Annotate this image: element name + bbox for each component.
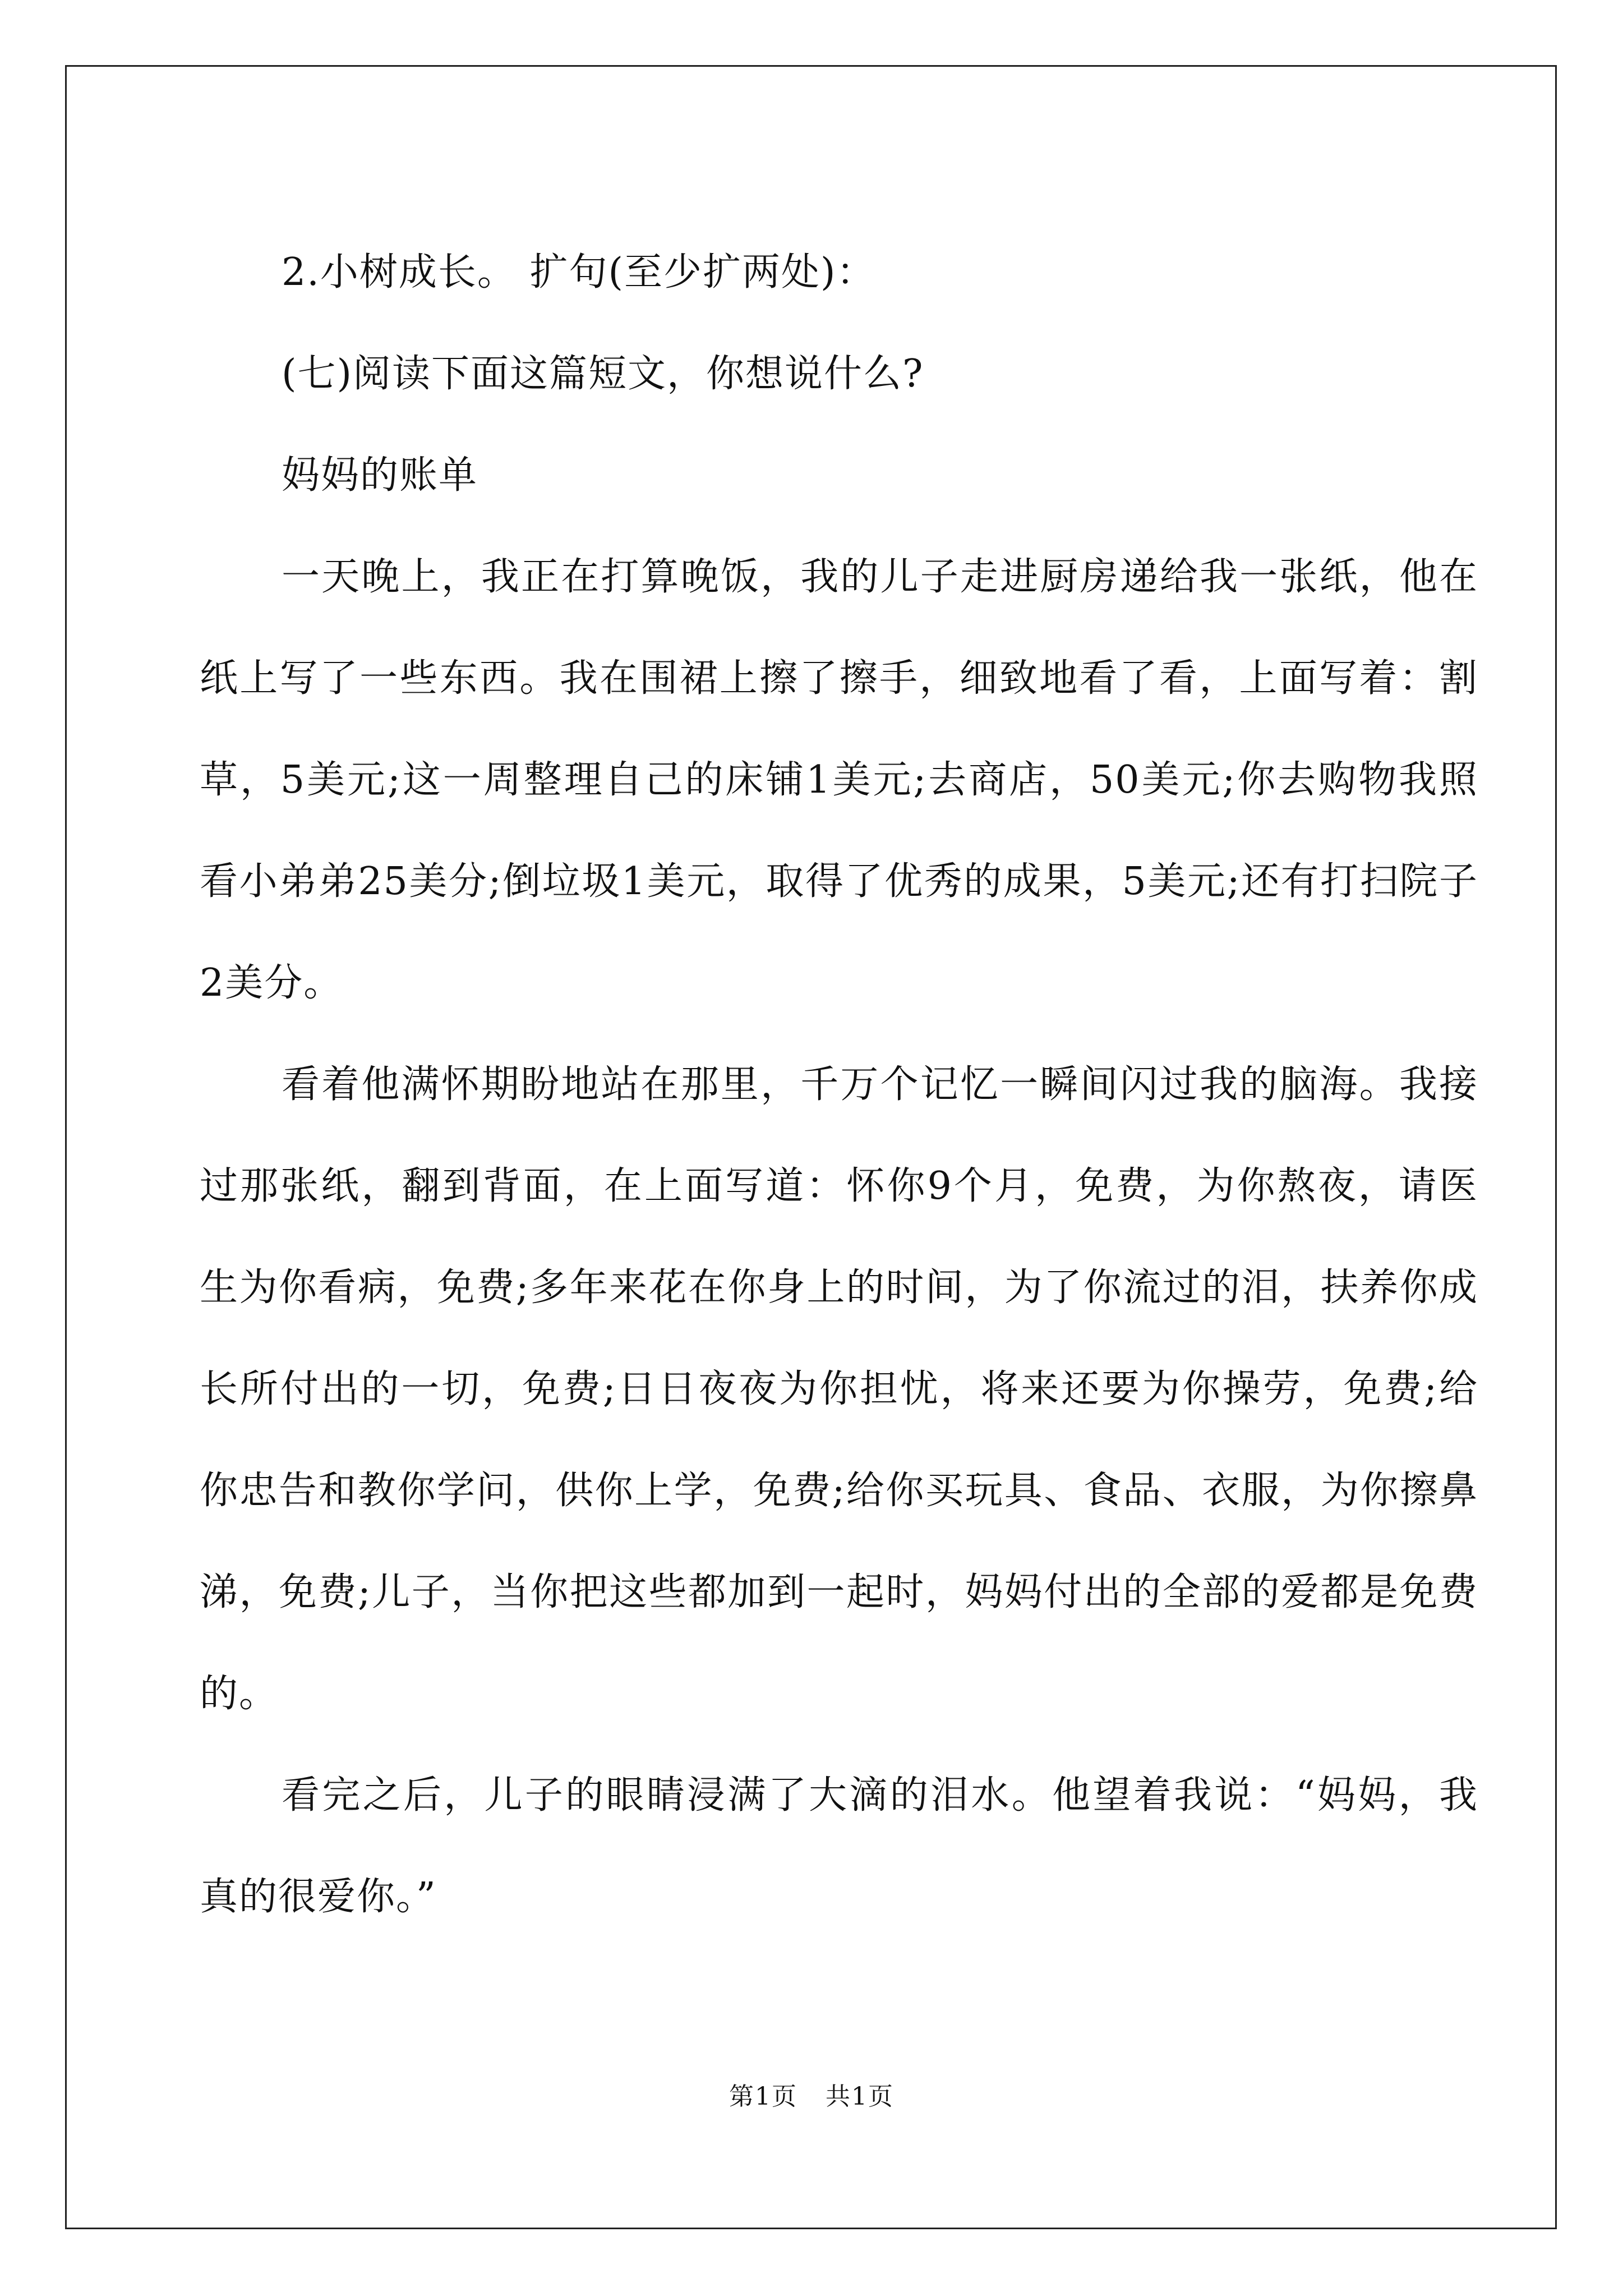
- page-total: 共1页: [826, 2082, 894, 2111]
- paragraph-reading-question: (七)阅读下面这篇短文，你想说什么?: [282, 352, 924, 396]
- paragraph-expand-sentence: 2.小树成长。 扩句(至少扩两处)：: [282, 250, 876, 295]
- document-body: [200, 222, 1478, 1948]
- paragraph-ending: 看完之后，儿子的眼睛浸满了大滴的泪水。他望着我说：“妈妈，我真的很爱你。”: [200, 1773, 1478, 1919]
- paragraph-son-bill: 一天晚上，我正在打算晚饭，我的儿子走进厨房递给我一张纸，他在纸上写了一些东西。我在围裙上擦了擦手，细致地看了看，上面写着：割草，5美元;这一周整理自己的床铺1美元;去商店，50美元;你去购物我照看小弟弟25美分;倒垃圾1美元，取得了优秀的成果，5美元;还有打扫院子2美分。: [200, 555, 1478, 1005]
- story-title: 妈妈的账单: [282, 453, 478, 498]
- paragraph-mother-reply: 看着他满怀期盼地站在那里，千万个记忆一瞬间闪过我的脑海。我接过那张纸，翻到背面，在上面写道：怀你9个月，免费，为你熬夜，请医生为你看病，免费;多年来花在你身上的时间，为了你流过的泪，扶养你成长所付出的一切，免费;日日夜夜为你担忧，将来还要为你操劳，免费;给 你忠告和教你学问，供你上学，免费;给你买玩具、食品、衣服，为你擦鼻涕，免费;儿子，当你把这些都加到一起时，妈妈付出的全部的爱都是免费的。: [200, 1062, 1478, 1716]
- page-footer: [0, 2080, 1623, 2114]
- page-number: 第1页: [729, 2082, 797, 2111]
